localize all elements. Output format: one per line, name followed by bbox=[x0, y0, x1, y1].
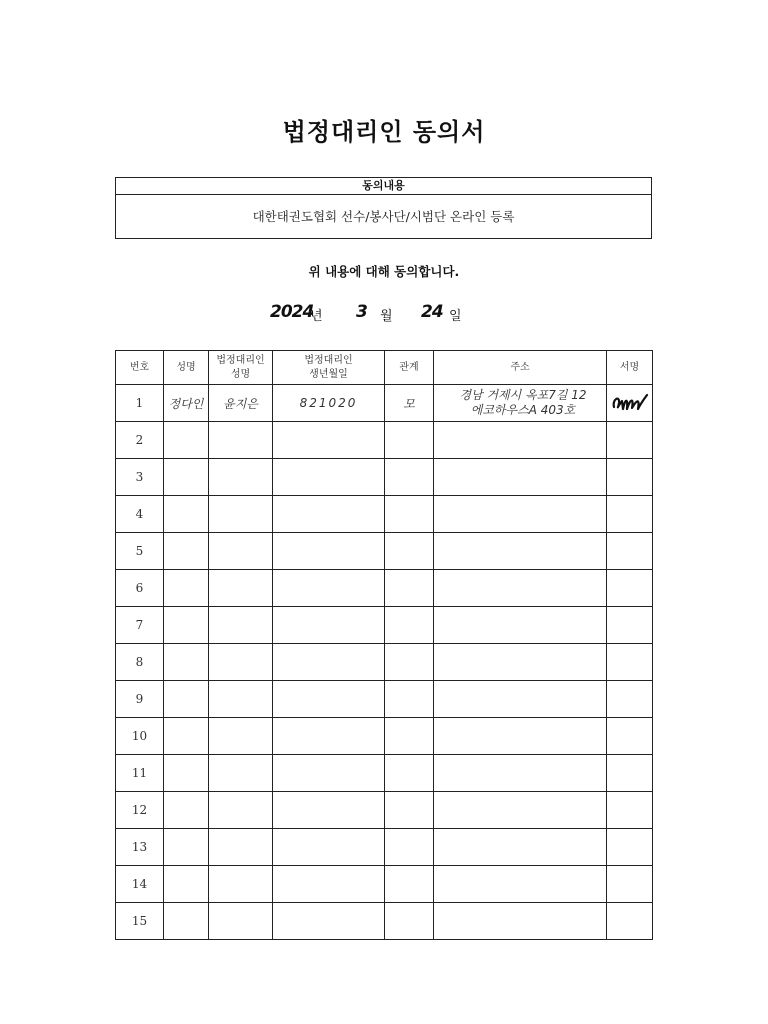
guardian-name bbox=[209, 607, 273, 644]
table-row bbox=[116, 829, 653, 866]
relation bbox=[385, 459, 434, 496]
guardian-birthdate bbox=[273, 792, 385, 829]
guardian-birthdate bbox=[273, 533, 385, 570]
guardian-birthdate bbox=[273, 866, 385, 903]
header-guardian-name bbox=[209, 351, 273, 385]
guardian-name bbox=[209, 644, 273, 681]
relation bbox=[385, 755, 434, 792]
row-number: 8 bbox=[116, 644, 164, 681]
guardian-name bbox=[209, 829, 273, 866]
table-row bbox=[116, 644, 653, 681]
header-signature: 서명 bbox=[607, 351, 653, 385]
address bbox=[434, 903, 607, 940]
relation bbox=[385, 422, 434, 459]
signature-cell bbox=[607, 755, 653, 792]
agreement-statement: 위 내용에 대해 동의합니다. bbox=[308, 264, 460, 279]
table-row bbox=[116, 718, 653, 755]
relation bbox=[385, 866, 434, 903]
table-row bbox=[116, 607, 653, 644]
relation bbox=[385, 533, 434, 570]
address bbox=[434, 792, 607, 829]
address bbox=[434, 681, 607, 718]
student-name bbox=[164, 718, 209, 755]
student-name bbox=[164, 755, 209, 792]
table-row bbox=[116, 459, 653, 496]
signature-cell bbox=[607, 829, 653, 866]
table-header-row bbox=[116, 351, 653, 385]
signature-cell bbox=[607, 533, 653, 570]
table-row bbox=[116, 533, 653, 570]
table-row bbox=[116, 681, 653, 718]
student-name bbox=[164, 866, 209, 903]
address bbox=[434, 496, 607, 533]
guardian-name bbox=[209, 755, 273, 792]
signature-cell bbox=[607, 422, 653, 459]
signature-cell bbox=[607, 644, 653, 681]
guardian-birthdate bbox=[273, 422, 385, 459]
row-number: 7 bbox=[116, 607, 164, 644]
student-name bbox=[164, 829, 209, 866]
row-number: 5 bbox=[116, 533, 164, 570]
row-number: 12 bbox=[116, 792, 164, 829]
guardian-name bbox=[209, 496, 273, 533]
address-line-1: 경남 거제시 옥포7길 12 bbox=[459, 388, 587, 402]
signature-cell bbox=[607, 681, 653, 718]
signature-cell bbox=[607, 496, 653, 533]
guardian-name bbox=[209, 533, 273, 570]
address bbox=[434, 459, 607, 496]
date-year: 2024 bbox=[270, 302, 314, 322]
table-row bbox=[116, 422, 653, 459]
student-name bbox=[164, 792, 209, 829]
header-relation: 관계 bbox=[385, 351, 434, 385]
row-number: 13 bbox=[116, 829, 164, 866]
signature-cell bbox=[607, 792, 653, 829]
table-row bbox=[116, 385, 653, 422]
guardian-birthdate bbox=[273, 459, 385, 496]
row-number: 10 bbox=[116, 718, 164, 755]
guardian-birthdate bbox=[273, 607, 385, 644]
student-name bbox=[164, 533, 209, 570]
row-number: 3 bbox=[116, 459, 164, 496]
date-year-unit: 년 bbox=[310, 309, 323, 324]
row-number: 15 bbox=[116, 903, 164, 940]
consent-header: 동의내용 bbox=[116, 178, 651, 195]
relation bbox=[385, 829, 434, 866]
guardian-name bbox=[209, 681, 273, 718]
guardian-birthdate bbox=[273, 755, 385, 792]
guardian-birthdate bbox=[273, 496, 385, 533]
address bbox=[434, 866, 607, 903]
header-name: 성명 bbox=[164, 351, 209, 385]
address bbox=[434, 422, 607, 459]
header-guardian-name-label: 법정대리인 성명 bbox=[216, 354, 265, 380]
signature-cell bbox=[607, 459, 653, 496]
guardian-birthdate bbox=[273, 570, 385, 607]
student-name: 정다인 bbox=[164, 385, 209, 422]
date-month: 3 bbox=[356, 302, 367, 322]
relation bbox=[385, 607, 434, 644]
address bbox=[434, 533, 607, 570]
document-title: 법정대리인 동의서 bbox=[282, 118, 486, 146]
student-name bbox=[164, 607, 209, 644]
date-day: 24 bbox=[421, 302, 443, 322]
guardian-birthdate bbox=[273, 829, 385, 866]
date-day-unit: 일 bbox=[449, 309, 462, 324]
guardian-name bbox=[209, 570, 273, 607]
table-row bbox=[116, 570, 653, 607]
header-guardian-birth-label: 법정대리인 생년월일 bbox=[304, 354, 353, 380]
guardian-birthdate bbox=[273, 903, 385, 940]
relation bbox=[385, 496, 434, 533]
row-number: 14 bbox=[116, 866, 164, 903]
relation: 모 bbox=[385, 385, 434, 422]
address bbox=[434, 570, 607, 607]
address bbox=[434, 385, 607, 422]
signature-graphic bbox=[610, 389, 650, 415]
relation bbox=[385, 644, 434, 681]
relation bbox=[385, 718, 434, 755]
address-line-2: 에코하우스A 403호 bbox=[470, 403, 576, 417]
signature-cell bbox=[607, 718, 653, 755]
row-number: 11 bbox=[116, 755, 164, 792]
header-guardian-birth bbox=[273, 351, 385, 385]
student-name bbox=[164, 570, 209, 607]
consent-text: 대한태권도협회 선수/봉사단/시범단 온라인 등록 bbox=[252, 209, 515, 224]
address bbox=[434, 755, 607, 792]
table-row bbox=[116, 903, 653, 940]
guardian-name bbox=[209, 459, 273, 496]
header-address: 주소 bbox=[434, 351, 607, 385]
guardian-name bbox=[209, 903, 273, 940]
guardian-name bbox=[209, 866, 273, 903]
row-number: 1 bbox=[116, 385, 164, 422]
signature-cell bbox=[607, 903, 653, 940]
date-month-unit: 월 bbox=[380, 309, 393, 324]
table-row bbox=[116, 792, 653, 829]
student-name bbox=[164, 496, 209, 533]
student-name bbox=[164, 681, 209, 718]
student-name bbox=[164, 459, 209, 496]
row-number: 9 bbox=[116, 681, 164, 718]
student-name bbox=[164, 644, 209, 681]
date-line bbox=[0, 300, 768, 326]
relation bbox=[385, 681, 434, 718]
address bbox=[434, 829, 607, 866]
guardian-name bbox=[209, 422, 273, 459]
consent-box bbox=[115, 177, 652, 239]
guardian-birthdate bbox=[273, 644, 385, 681]
guardian-name bbox=[209, 718, 273, 755]
signature-cell bbox=[607, 570, 653, 607]
address bbox=[434, 644, 607, 681]
signature-cell bbox=[607, 607, 653, 644]
relation bbox=[385, 570, 434, 607]
signature-cell bbox=[607, 866, 653, 903]
guardian-birthdate bbox=[273, 681, 385, 718]
student-name bbox=[164, 903, 209, 940]
student-name bbox=[164, 422, 209, 459]
guardian-name bbox=[209, 792, 273, 829]
table-row bbox=[116, 496, 653, 533]
row-number: 6 bbox=[116, 570, 164, 607]
header-no: 번호 bbox=[116, 351, 164, 385]
address bbox=[434, 607, 607, 644]
guardian-table bbox=[115, 350, 653, 940]
guardian-name: 윤지은 bbox=[209, 385, 273, 422]
signature-cell bbox=[607, 385, 653, 422]
address bbox=[434, 718, 607, 755]
table-row bbox=[116, 866, 653, 903]
guardian-birthdate bbox=[273, 718, 385, 755]
relation bbox=[385, 903, 434, 940]
table-row bbox=[116, 755, 653, 792]
row-number: 4 bbox=[116, 496, 164, 533]
row-number: 2 bbox=[116, 422, 164, 459]
relation bbox=[385, 792, 434, 829]
guardian-birthdate: 821020 bbox=[273, 385, 385, 422]
